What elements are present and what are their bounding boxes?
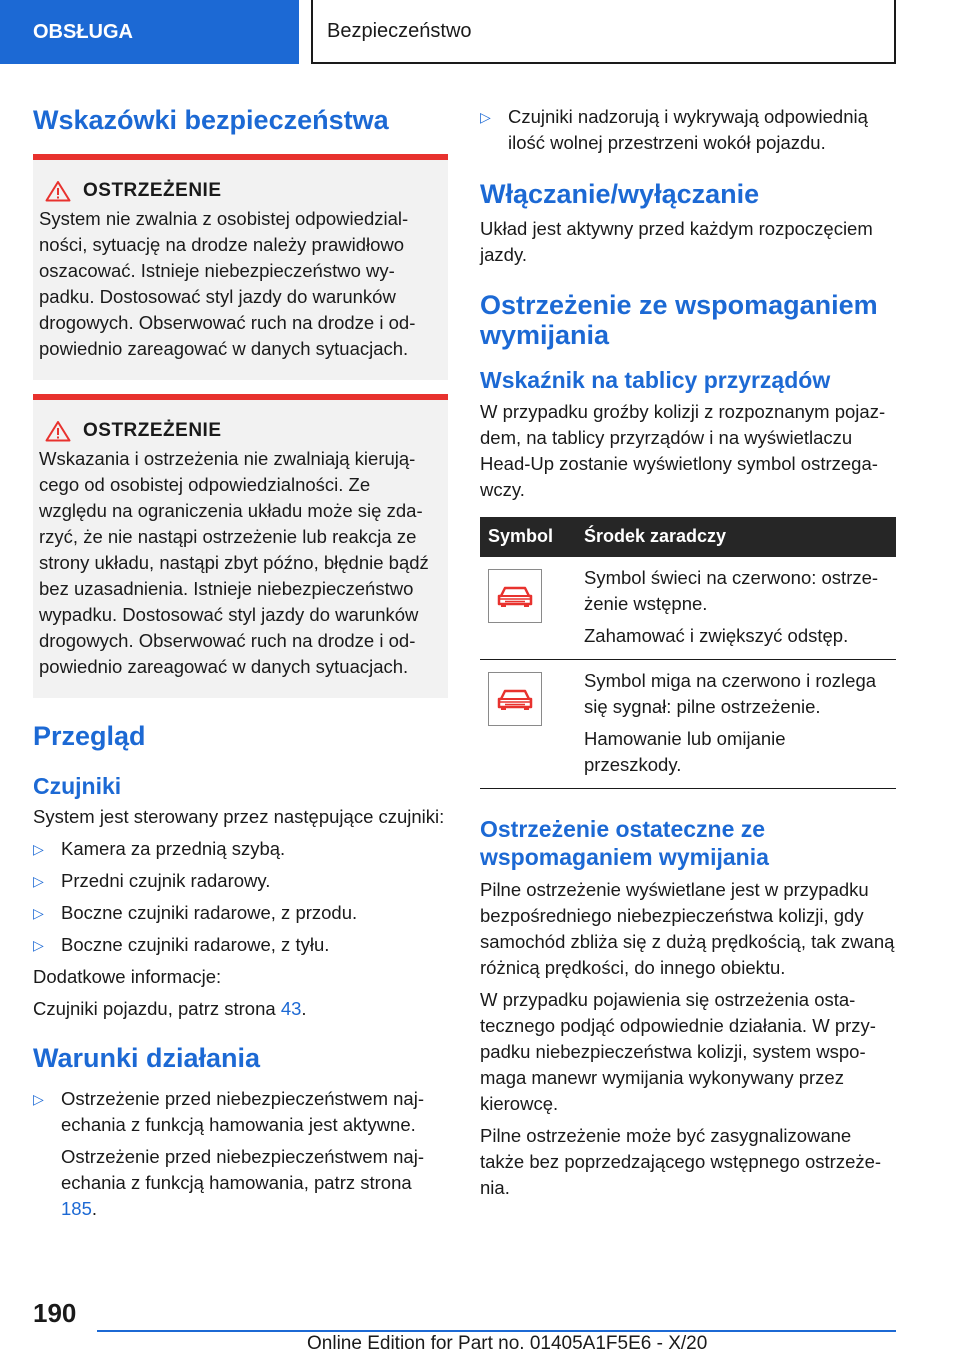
list-item-text: Przedni czujnik radarowy.	[61, 870, 271, 892]
bullet-triangle-icon: ▷	[33, 873, 44, 890]
page-reference: Czujniki pojazdu, patrz strona 43.	[33, 998, 307, 1020]
list-item	[33, 836, 448, 862]
measure-action: Hamowanie lub omijanie przeszkody.	[584, 727, 786, 775]
list-item	[33, 1086, 448, 1222]
bullet-triangle-icon: ▷	[33, 905, 44, 922]
bullet-triangle-icon: ▷	[33, 937, 44, 954]
table-header-cell: Środek zaradczy	[576, 517, 896, 557]
symbol-cell	[480, 557, 576, 660]
final-paragraph: Pilne ostrzeżenie może być zasygnalizowane także bez poprzedzającego wstępnego ostrzeżenia.	[480, 1124, 882, 1198]
condition-reference: Ostrzeżenie przed niebezpieczeństwem najechania z funkcją hamowania, patrz strona 185.	[61, 1146, 424, 1219]
table-header-row	[480, 517, 896, 557]
bullet-triangle-icon: ▷	[33, 841, 44, 858]
final-warning-heading: Ostrzeżenie ostateczne ze wspomaganiem wymijania	[480, 815, 769, 870]
bullet-triangle-icon: ▷	[33, 1091, 44, 1107]
sensors-intro: System jest sterowany przez następujące czujniki:	[33, 806, 445, 828]
right-column	[480, 96, 896, 1201]
list-item	[480, 104, 896, 156]
indicator-heading: Wskaźnik na tablicy przyrządów	[480, 366, 831, 393]
final-paragraph: W przypadku pojawienia się ostrzeżenia ostatecznego podjąć odpowiednie działania. W przypadku niebezpieczeństwa kolizji, system wspomaga manewr wymijania wykonywany przez kierowcę.	[480, 988, 876, 1114]
condition-reference-text: Ostrzeżenie przed niebezpieczeństwem najechania z funkcją hamowania, patrz strona	[61, 1146, 424, 1193]
list-item-text: Boczne czujniki radarowe, z przodu.	[61, 902, 358, 924]
car-warning-icon	[488, 672, 542, 726]
warning-triangle-icon	[45, 180, 71, 202]
table-row	[480, 557, 896, 660]
measure-cell	[576, 557, 896, 660]
list-item-text: Kamera za przednią szybą.	[61, 838, 286, 860]
section-tab[interactable]: OBSŁUGA	[0, 0, 299, 64]
page-link[interactable]: 185	[61, 1198, 92, 1219]
car-warning-icon	[488, 569, 542, 623]
chapter-title: Bezpieczeństwo	[311, 0, 896, 64]
page-link[interactable]: 43	[280, 998, 302, 1020]
symbol-table	[480, 517, 896, 789]
measure-text: Symbol miga na czerwono i rozlega się sygnał: pilne ostrzeżenie.	[584, 669, 877, 717]
indicator-text: W przypadku groźby kolizji z rozpoznanym pojazdem, na tablicy przyrządów i na wyświetlaczu Head-Up zostanie wyświetlony symbol ostrzegawczy.	[480, 400, 886, 500]
warning-header	[39, 420, 442, 442]
conditions-heading: Warunki działania	[33, 1043, 261, 1074]
table-header-cell: Symbol	[480, 517, 576, 557]
warning-label: OSTRZEŻENIE	[83, 179, 222, 201]
list-item	[33, 868, 448, 894]
symbol-cell	[480, 659, 576, 788]
edition-text: Online Edition for Part no. 01405A1F5E6 - X/20	[307, 1333, 708, 1354]
overview-heading: Przegląd	[33, 720, 146, 751]
warning-box	[33, 394, 448, 698]
measure-cell	[576, 659, 896, 788]
warning-text: Wskazania i ostrzeżenia nie zwalniają kierującego od osobistej odpowiedzialności. Ze względu na ograniczenia układu może się zdarzyć, że nie nastąpi ostrzeżenie lub reakcja ze strony układu, nastąpi zbyt późno, błędnie bądź bez uzasadnienia. Istnieje niebezpieczeństwo wypadku. Dostosować styl jazdy do warunków drogowych. Obserwować ruch na drodze i odpowiednio zareagować w danych sytuacjach.	[39, 447, 429, 677]
warning-header	[39, 180, 442, 202]
page-reference-text: Czujniki pojazdu, patrz strona	[33, 998, 281, 1020]
sensors-heading: Czujniki	[33, 772, 122, 799]
warning-triangle-icon	[45, 420, 71, 442]
measure-action: Zahamować i zwiększyć odstęp.	[584, 624, 849, 646]
additional-info-label: Dodatkowe informacje:	[33, 966, 222, 988]
table-row	[480, 659, 896, 788]
warning-text: System nie zwalnia z osobistej odpowiedzialności, sytuację na drodze należy prawidłowo oszacować. Istnieje niebezpieczeństwo wypadku. Dostosować styl jazdy do warunków drogowych. Obserwować ruch na drodze i odpowiednio zareagować w danych sytuacjach.	[39, 207, 416, 359]
list-item-text: Ostrzeżenie przed niebezpieczeństwem najechania z funkcją hamowania jest aktywne.	[61, 1088, 424, 1135]
onoff-heading: Włączanie/wyłączanie	[480, 179, 760, 209]
left-column	[33, 96, 448, 1222]
list-item-text: Czujniki nadzorują i wykrywają odpowiednią ilość wolnej przestrzeni wokół pojazdu.	[508, 106, 868, 153]
bullet-triangle-icon: ▷	[480, 109, 491, 125]
section-heading: Wskazówki bezpieczeństwa	[33, 105, 389, 135]
warning-label: OSTRZEŻENIE	[83, 419, 222, 441]
assist-heading: Ostrzeżenie ze wspomaganiem wymijania	[480, 289, 878, 350]
list-item-text: Boczne czujniki radarowe, z tyłu.	[61, 934, 330, 956]
footer-divider	[97, 1330, 896, 1332]
onoff-text: Układ jest aktywny przed każdym rozpoczęciem jazdy.	[480, 217, 873, 265]
final-paragraph: Pilne ostrzeżenie wyświetlane jest w przypadku bezpośredniego niebezpieczeństwa kolizji, gdy samochód zbliża się z dużą prędkością, tak zwaną różnicą prędkości, do innego obiektu.	[480, 878, 895, 978]
warning-box	[33, 154, 448, 380]
list-item	[33, 932, 448, 958]
list-item	[33, 900, 448, 926]
measure-text: Symbol świeci na czerwono: ostrzeżenie wstępne.	[584, 566, 879, 614]
page-number: 190	[33, 1298, 77, 1328]
